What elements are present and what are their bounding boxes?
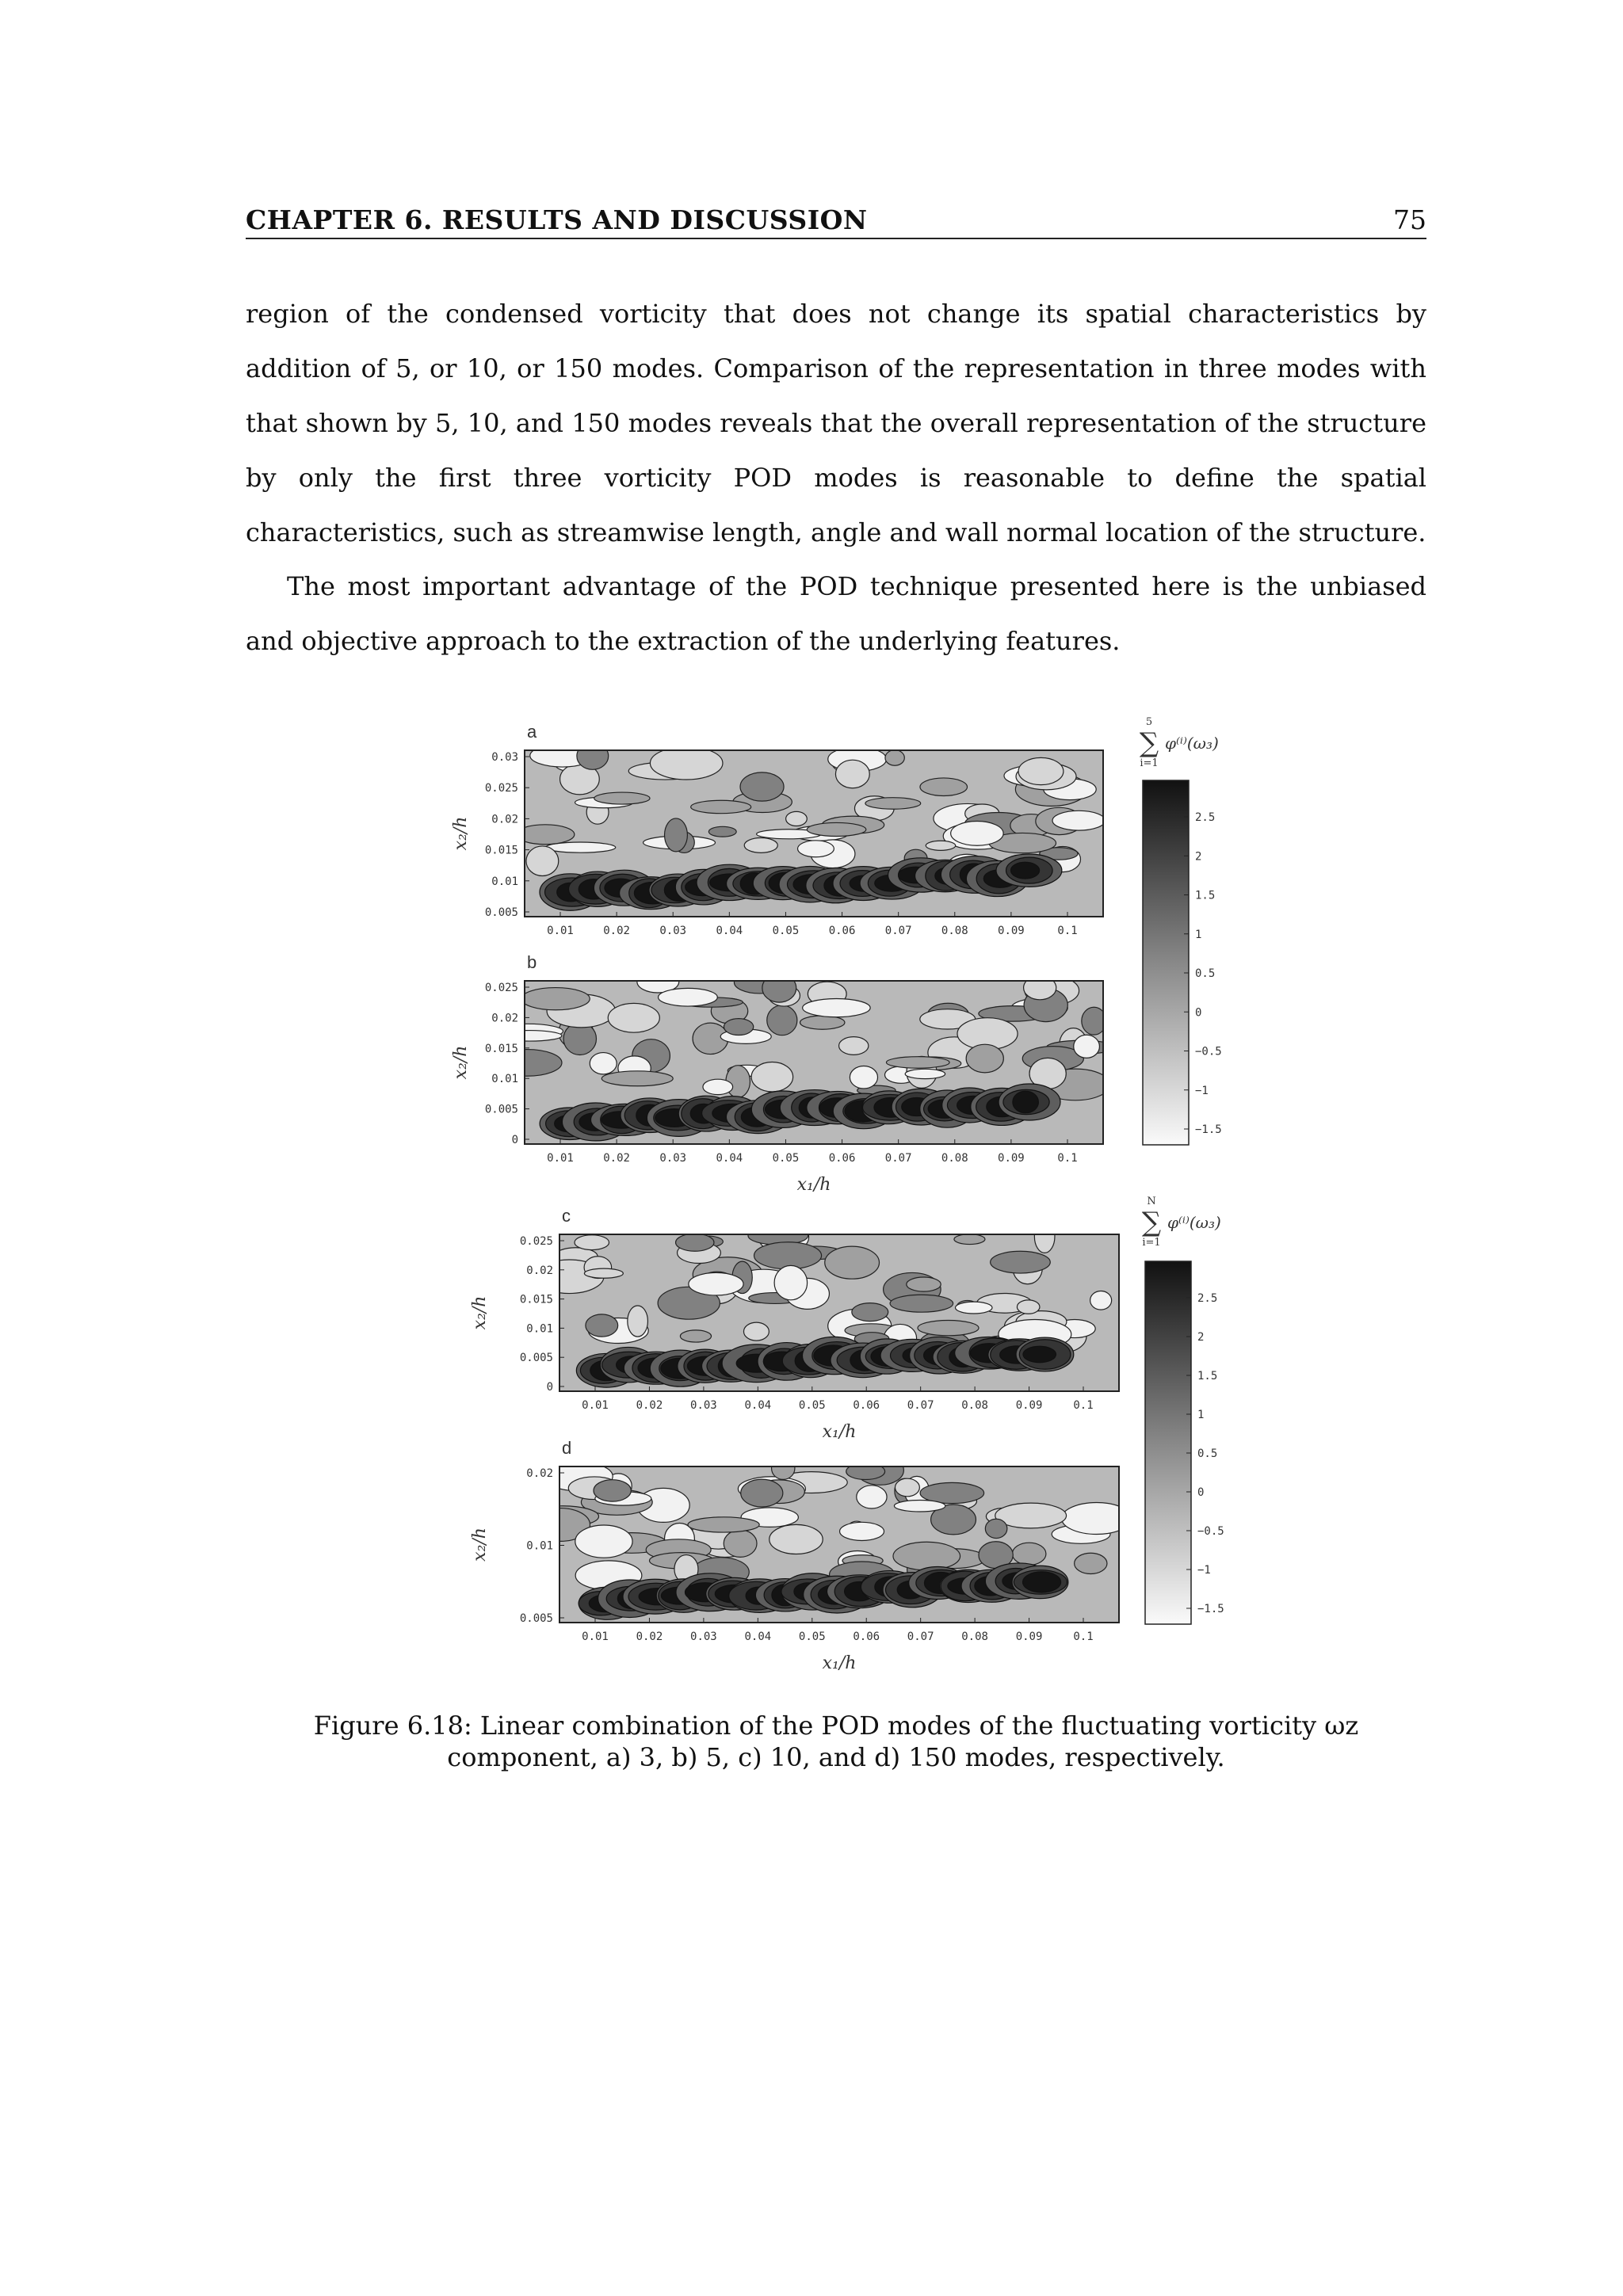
x-tick-label: 0.05 xyxy=(798,1630,826,1643)
x-tick-label: 0.06 xyxy=(828,925,856,937)
paragraph-2: The most important advantage of the POD technique presented here is the unbiased and objective approach to the extraction of the underlying features. xyxy=(246,571,1426,656)
contour-blob xyxy=(575,1235,609,1250)
y-tick-label: 0.02 xyxy=(526,1467,553,1480)
contour-blob xyxy=(985,1519,1007,1538)
y-axis-label: x₂/h xyxy=(451,1045,471,1080)
x-tick-label: 0.09 xyxy=(1015,1630,1043,1643)
contour-blob xyxy=(740,772,784,801)
x-tick-label: 0.09 xyxy=(1015,1399,1043,1412)
colorbar-tick-label: 2.5 xyxy=(1197,1292,1218,1305)
contour-blob xyxy=(852,1303,888,1322)
vortex-core xyxy=(1010,862,1039,879)
colorbar-tick-label: 2.5 xyxy=(1195,811,1216,824)
contour-blob xyxy=(703,1079,733,1094)
x-axis-label: x₁/h xyxy=(822,1653,857,1673)
x-tick-label: 0.07 xyxy=(907,1630,934,1643)
contour-blob xyxy=(956,1302,992,1314)
contour-blob xyxy=(846,1463,885,1480)
colorbar-sum-symbol: ∑ xyxy=(1141,1207,1162,1238)
contour-blob xyxy=(688,1517,759,1532)
y-tick-label: 0.01 xyxy=(526,1539,553,1553)
contour-blob xyxy=(521,988,590,1010)
contour-blob xyxy=(724,1530,757,1557)
contour-blob xyxy=(590,1053,617,1074)
contour-blob xyxy=(835,760,869,788)
contour-blob xyxy=(744,838,777,853)
contour-blob xyxy=(1017,1300,1039,1314)
x-tick-label: 0.09 xyxy=(998,925,1025,937)
contour-blob xyxy=(586,1314,618,1337)
x-tick-label: 0.1 xyxy=(1057,1152,1078,1165)
y-tick-label: 0.005 xyxy=(484,906,518,919)
contour-blob xyxy=(1062,1502,1132,1534)
contour-field xyxy=(516,742,1105,917)
x-tick-label: 0.02 xyxy=(603,1152,630,1165)
x-tick-label: 0.01 xyxy=(547,1152,574,1165)
contour-blob xyxy=(1075,1553,1107,1573)
contour-blob xyxy=(1052,810,1105,830)
x-tick-label: 0.1 xyxy=(1057,925,1078,937)
contour-blob xyxy=(954,1234,985,1245)
contour-blob xyxy=(1074,1035,1100,1058)
contour-blob xyxy=(691,800,751,813)
x-tick-label: 0.02 xyxy=(636,1399,663,1412)
contour-blob xyxy=(650,746,723,780)
vortex-core xyxy=(1023,1346,1056,1363)
y-tick-label: 0.015 xyxy=(484,1042,518,1055)
panel-b xyxy=(451,952,1116,1195)
x-tick-label: 0.08 xyxy=(961,1630,988,1643)
y-tick-label: 0.02 xyxy=(526,1264,553,1277)
colorbar-gradient xyxy=(1143,780,1189,1145)
contour-blob xyxy=(584,1268,623,1278)
panel-label: b xyxy=(527,952,537,972)
colorbar-sum-upper: N xyxy=(1147,1196,1156,1207)
panel-label: a xyxy=(527,722,537,742)
colorbar-title: φ⁽ⁱ⁾(ω₃) xyxy=(1167,1213,1221,1232)
y-tick-label: 0 xyxy=(546,1381,553,1394)
colorbar-sum-upper: 5 xyxy=(1145,716,1153,728)
contour-blob xyxy=(594,792,650,804)
x-axis-label: x₁/h xyxy=(822,1422,857,1442)
x-tick-label: 0.02 xyxy=(603,925,630,937)
x-tick-label: 0.01 xyxy=(547,925,574,937)
contour-blob xyxy=(839,1037,869,1055)
x-tick-label: 0.06 xyxy=(828,1152,856,1165)
contour-blob xyxy=(628,1306,648,1337)
x-tick-label: 0.06 xyxy=(853,1399,880,1412)
x-tick-label: 0.03 xyxy=(659,925,687,937)
x-tick-label: 0.04 xyxy=(744,1399,772,1412)
contour-blob xyxy=(1024,976,1056,1000)
contour-blob xyxy=(905,1069,945,1078)
contour-blob xyxy=(786,811,808,826)
contour-blob xyxy=(526,846,559,876)
colorbar-tick-label: −1.5 xyxy=(1195,1123,1222,1136)
contour-blob xyxy=(798,841,834,857)
vortex-core xyxy=(1023,1572,1061,1592)
colorbar-sum-lower: i=1 xyxy=(1142,1237,1161,1249)
colorbar-tick-label: −1 xyxy=(1195,1084,1209,1097)
x-tick-label: 0.07 xyxy=(907,1399,934,1412)
panel-label: d xyxy=(562,1438,572,1458)
colorbar-tick-label: 0.5 xyxy=(1197,1447,1218,1460)
contour-blob xyxy=(966,1044,1003,1073)
contour-blob xyxy=(886,1057,949,1069)
y-tick-label: 0.01 xyxy=(526,1322,553,1336)
contour-blob xyxy=(920,778,968,796)
contour-blob xyxy=(575,1525,632,1558)
contour-blob xyxy=(608,1003,659,1032)
y-axis-label: x₂/h xyxy=(470,1295,490,1330)
panel-a xyxy=(451,722,1106,937)
colorbar-tick-label: 0.5 xyxy=(1195,967,1216,980)
x-tick-label: 0.07 xyxy=(884,1152,912,1165)
contour-blob xyxy=(769,1524,823,1554)
contour-blob xyxy=(762,974,796,1002)
y-tick-label: 0.03 xyxy=(491,751,518,764)
contour-blob xyxy=(896,1478,920,1497)
colorbar-tick-label: 2 xyxy=(1195,850,1202,864)
contour-blob xyxy=(1090,1291,1112,1310)
colorbar-tick-label: −1.5 xyxy=(1197,1603,1224,1615)
contour-blob xyxy=(741,1479,783,1507)
x-tick-label: 0.02 xyxy=(636,1630,663,1643)
colorbar-tick-label: 0 xyxy=(1197,1486,1205,1499)
contour-blob xyxy=(748,1226,808,1245)
x-tick-label: 0.09 xyxy=(998,1152,1025,1165)
x-tick-label: 0.01 xyxy=(582,1630,609,1643)
contour-blob xyxy=(594,1480,631,1501)
paragraph-1: region of the condensed vorticity that does not change its spatial characteristics by addition of 5, or 10, or 150 modes. Comparison of the representation in three modes with that shown by 5, 10, and 150 modes reveals that the overall representation of the structure by only the first three vorticity POD modes is reasonable to define the spatial characteristics, such as streamwise length, angle and wall normal location of the structure. xyxy=(246,299,1426,547)
contour-blob xyxy=(1034,1220,1055,1253)
contour-blob xyxy=(1018,757,1064,784)
colorbar-tick-label: −0.5 xyxy=(1195,1045,1222,1058)
x-tick-label: 0.1 xyxy=(1073,1630,1094,1643)
colorbar-title: φ⁽ⁱ⁾(ω₃) xyxy=(1165,734,1219,753)
x-tick-label: 0.04 xyxy=(744,1630,772,1643)
contour-blob xyxy=(907,1277,941,1291)
contour-field xyxy=(527,1455,1132,1623)
contour-blob xyxy=(800,1016,845,1029)
y-tick-label: 0.005 xyxy=(519,1352,553,1365)
y-tick-label: 0.02 xyxy=(491,1012,518,1025)
contour-blob xyxy=(743,1322,769,1341)
colorbar-2 xyxy=(1142,1196,1224,1624)
contour-blob xyxy=(926,841,956,850)
contour-blob xyxy=(893,1542,960,1570)
contour-blob xyxy=(577,742,609,769)
colorbar-tick-label: −1 xyxy=(1197,1564,1211,1577)
x-tick-label: 0.1 xyxy=(1073,1399,1094,1412)
contour-blob xyxy=(885,750,904,766)
y-axis-label: x₂/h xyxy=(451,816,471,851)
contour-blob xyxy=(689,1272,743,1295)
contour-blob xyxy=(1012,1543,1045,1565)
contour-blob xyxy=(751,1062,793,1092)
panel-c xyxy=(470,1206,1119,1442)
contour-blob xyxy=(840,1522,884,1540)
x-tick-label: 0.05 xyxy=(772,1152,800,1165)
contour-blob xyxy=(708,826,736,837)
vortex-core xyxy=(1013,1091,1039,1113)
y-tick-label: 0.025 xyxy=(519,1235,553,1248)
colorbar-tick-label: −0.5 xyxy=(1197,1525,1224,1538)
y-tick-label: 0 xyxy=(511,1134,518,1146)
x-tick-label: 0.04 xyxy=(716,1152,743,1165)
y-tick-label: 0.02 xyxy=(491,813,518,826)
colorbar-tick-label: 1 xyxy=(1195,928,1202,941)
contour-blob xyxy=(601,1071,673,1086)
contour-blob xyxy=(807,822,865,836)
x-tick-label: 0.06 xyxy=(853,1630,880,1643)
x-tick-label: 0.08 xyxy=(961,1399,988,1412)
contour-blob xyxy=(665,818,688,852)
contour-blob xyxy=(680,1330,711,1342)
colorbar-1 xyxy=(1140,716,1222,1145)
contour-blob xyxy=(894,1501,945,1512)
colorbar-tick-label: 2 xyxy=(1197,1331,1205,1344)
x-tick-label: 0.01 xyxy=(582,1399,609,1412)
y-tick-label: 0.025 xyxy=(484,782,518,795)
colorbar-sum-lower: i=1 xyxy=(1140,757,1159,769)
contour-blob xyxy=(803,998,871,1016)
contour-blob xyxy=(726,1066,750,1098)
x-tick-label: 0.05 xyxy=(772,925,800,937)
panel-label: c xyxy=(562,1206,571,1226)
contour-blob xyxy=(918,1320,979,1335)
x-tick-label: 0.05 xyxy=(798,1399,826,1412)
contour-blob xyxy=(754,1242,822,1269)
contour-blob xyxy=(991,1251,1051,1273)
contour-blob xyxy=(825,1246,880,1279)
colorbar-tick-label: 1.5 xyxy=(1197,1370,1218,1383)
page-number: 75 xyxy=(1393,204,1426,235)
contour-blob xyxy=(676,1234,714,1251)
x-tick-label: 0.07 xyxy=(884,925,912,937)
y-axis-label: x₂/h xyxy=(470,1527,490,1562)
contour-blob xyxy=(774,1265,807,1299)
contour-blob xyxy=(659,988,718,1006)
figure-caption: Figure 6.18: Linear combination of the POD modes of the fluctuating vorticity ωz component, a) 3, b) 5, c) 10, and d) 150 modes, respectively. xyxy=(313,1711,1359,1772)
contour-blob xyxy=(865,798,921,810)
panel-d xyxy=(470,1438,1132,1673)
x-tick-label: 0.08 xyxy=(941,1152,968,1165)
x-tick-label: 0.03 xyxy=(690,1630,717,1643)
x-tick-label: 0.04 xyxy=(716,925,743,937)
chapter-title: CHAPTER 6. RESULTS AND DISCUSSION xyxy=(246,204,868,235)
contour-blob xyxy=(772,1457,795,1479)
contour-blob xyxy=(850,1066,877,1088)
colorbar-gradient xyxy=(1145,1261,1191,1624)
x-tick-label: 0.03 xyxy=(690,1399,717,1412)
x-tick-label: 0.08 xyxy=(941,925,968,937)
contour-blob xyxy=(497,1031,562,1041)
y-tick-label: 0.01 xyxy=(491,875,518,888)
contour-blob xyxy=(890,1295,953,1312)
y-tick-label: 0.01 xyxy=(491,1073,518,1086)
y-tick-label: 0.005 xyxy=(484,1103,518,1116)
y-tick-label: 0.005 xyxy=(519,1612,553,1625)
contour-blob xyxy=(951,821,1003,845)
contour-blob xyxy=(857,1486,887,1508)
colorbar-tick-label: 0 xyxy=(1195,1006,1202,1020)
colorbar-tick-label: 1.5 xyxy=(1195,889,1216,902)
x-tick-label: 0.03 xyxy=(659,1152,687,1165)
y-tick-label: 0.025 xyxy=(484,982,518,994)
y-tick-label: 0.015 xyxy=(484,844,518,857)
colorbar-sum-symbol: ∑ xyxy=(1139,727,1159,759)
y-tick-label: 0.015 xyxy=(519,1293,553,1306)
contour-blob xyxy=(767,1005,797,1035)
contour-blob xyxy=(724,1019,753,1035)
contour-field xyxy=(534,1220,1119,1391)
contour-field xyxy=(491,971,1116,1144)
x-axis-label: x₁/h xyxy=(796,1175,831,1195)
colorbar-tick-label: 1 xyxy=(1197,1409,1205,1421)
